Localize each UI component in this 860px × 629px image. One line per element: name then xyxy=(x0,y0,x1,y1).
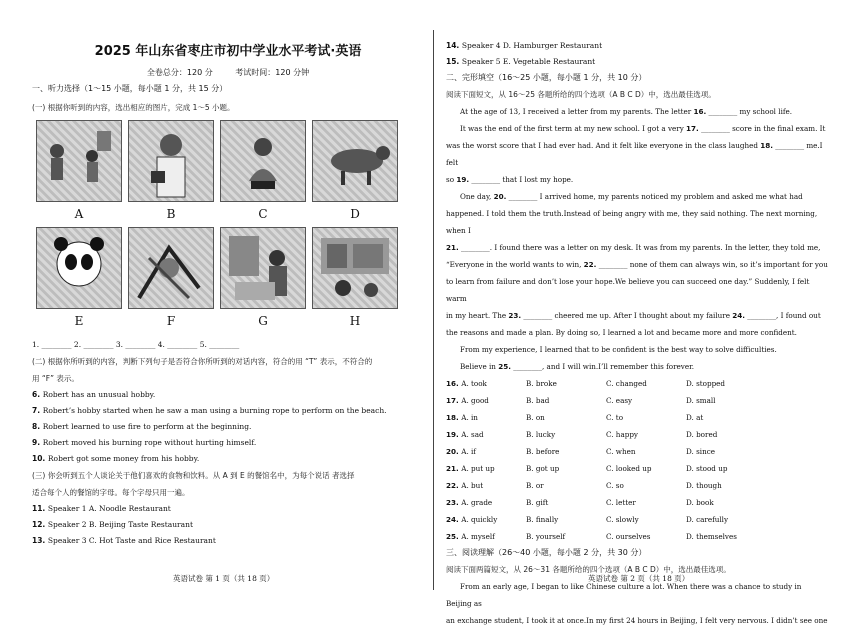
speaker-text: Speaker 3 C. Hot Taste and Rice Restaurant xyxy=(47,536,216,545)
section-reading-heading: 三、阅读理解（26～40 小题，每小题 2 分，共 30 分） xyxy=(446,548,647,557)
passage-line xyxy=(446,273,828,307)
passage-line xyxy=(446,239,828,256)
option-text: A. myself xyxy=(461,532,495,541)
option-c: C. happy xyxy=(606,430,638,439)
option-c: C. when xyxy=(606,447,636,456)
statement-list xyxy=(32,387,424,467)
option-row xyxy=(446,443,828,460)
blank-number: 16. xyxy=(693,107,707,116)
option-d: D. themselves xyxy=(686,532,737,541)
passage-text: in my heart. The xyxy=(446,311,509,320)
passage-text: At the age of 13, I received a letter from my parents. The letter xyxy=(460,107,694,116)
option-row xyxy=(446,477,828,494)
passage-line xyxy=(446,171,828,188)
footer-page-1: 英语试卷 第 1 页（共 18 页） xyxy=(173,574,275,583)
speaker-item xyxy=(32,517,424,533)
part3-instruction-line2: 适合每个人的餐馆的字母。每个字母只用一遍。 xyxy=(32,488,190,497)
question-number: 9. xyxy=(32,438,43,447)
option-text: A. but xyxy=(461,481,484,490)
option-b: B. bad xyxy=(526,396,550,405)
option-row xyxy=(446,426,828,443)
option-row xyxy=(446,511,828,528)
question-number: 6. xyxy=(32,390,43,399)
option-a xyxy=(446,443,526,460)
passage-text: One day, xyxy=(460,192,494,201)
speaker-text: Speaker 1 A. Noodle Restaurant xyxy=(47,504,171,513)
option-text: A. put up xyxy=(461,464,495,473)
picture-cell xyxy=(312,227,398,334)
picture-label: B xyxy=(166,207,176,221)
picture-label: G xyxy=(258,314,268,328)
passage-line xyxy=(446,358,828,375)
option-b: B. yourself xyxy=(526,532,566,541)
option-text: A. took xyxy=(461,379,487,388)
option-a xyxy=(446,375,526,392)
kitchen-picture-icon xyxy=(221,228,305,308)
question-number: 23. xyxy=(446,498,462,507)
option-a xyxy=(446,477,526,494)
passage-text: happened. I told them the truth.Instead of being angry with me, they said nothing. The next morning, when I xyxy=(446,209,818,235)
question-number: 25. xyxy=(446,532,462,541)
option-b: B. before xyxy=(526,447,560,456)
option-a xyxy=(446,409,526,426)
option-b: B. on xyxy=(526,413,545,422)
part3-instruction-line1: (三) 你会听到五个人谈论关于他们喜欢的食物和饮料。从 A 到 E 的餐馆名中，为每个说话 者选择 xyxy=(32,471,355,480)
picture-label: C xyxy=(258,207,268,221)
question-number: 17. xyxy=(446,396,462,405)
option-text: A. if xyxy=(461,447,476,456)
option-a xyxy=(446,494,526,511)
passage-text: ________. I found there was a letter on my desk. It was from my parents. In the letter, they told me, xyxy=(458,243,821,252)
option-c: C. changed xyxy=(606,379,647,388)
reading-passage-line1: From an early age, I began to like Chinese culture a lot. When there was a chance to study in Beijing as xyxy=(446,582,802,608)
option-d: D. stopped xyxy=(686,379,726,388)
cloze-passage xyxy=(446,103,828,375)
picture-label: H xyxy=(349,314,361,328)
option-a xyxy=(446,460,526,477)
passage-text: ________, I found out xyxy=(745,311,821,320)
option-row xyxy=(446,375,828,392)
picture-cell xyxy=(220,227,306,334)
option-a xyxy=(446,511,526,528)
left-page xyxy=(32,40,424,549)
footer-page-2: 英语试卷 第 2 页（共 18 页） xyxy=(588,574,690,583)
statement-text: Robert has an unusual hobby. xyxy=(42,390,156,399)
passage-line xyxy=(446,205,828,239)
picture-label: F xyxy=(166,314,176,328)
passage-text: ________ me.I felt xyxy=(446,141,823,167)
speaker-item xyxy=(32,533,424,549)
reading-boy-picture-icon xyxy=(221,121,305,201)
option-c: C. easy xyxy=(606,396,633,405)
question-number: 15. xyxy=(446,57,462,66)
restaurant-picture xyxy=(312,227,398,309)
option-d: D. stood up xyxy=(686,464,728,473)
question-number: 24. xyxy=(446,515,462,524)
part1-instruction: (一) 根据你听到的内容，选出相应的图片，完成 1～5 小题。 xyxy=(32,103,235,112)
statement-text: Robert learned to use fire to perform at the beginning. xyxy=(42,422,252,431)
option-row xyxy=(446,528,828,545)
reading-passage-line2: an exchange student, I took it at once.In my first 24 hours in Beijing, I felt very nervous. I didn’t see one xyxy=(446,616,828,625)
option-b: B. broke xyxy=(526,379,557,388)
option-b: B. or xyxy=(526,481,544,490)
question-number: 13. xyxy=(32,536,48,545)
reading-instruction: 阅读下面两篇短文，从 26～31 各题所给的四个选项（A B C D）中，选出最佳选项。 xyxy=(446,565,731,574)
option-b: B. finally xyxy=(526,515,559,524)
option-d: D. carefully xyxy=(686,515,729,524)
blank-number: 21. xyxy=(446,243,459,252)
statement-text: Robert moved his burning rope without hurting himself. xyxy=(42,438,257,447)
option-a xyxy=(446,426,526,443)
kitchen-picture xyxy=(220,227,306,309)
picture-cell xyxy=(36,227,122,334)
passage-line xyxy=(446,188,828,205)
passage-line xyxy=(446,307,828,324)
exam-meta xyxy=(32,67,424,78)
passage-line xyxy=(446,256,828,273)
picture-cell xyxy=(128,227,214,334)
passage-text: ________ my school life. xyxy=(706,107,793,116)
question-number: 22. xyxy=(446,481,462,490)
passage-line xyxy=(446,137,828,171)
passage-text: “Everyone in the world wants to win, xyxy=(446,260,584,269)
answer-blanks-1-5: 1. ________ 2. ________ 3. ________ 4. ________ 5. ________ xyxy=(32,340,240,349)
picture-cell xyxy=(36,120,122,227)
option-text: A. quickly xyxy=(461,515,498,524)
restaurant-picture-icon xyxy=(313,228,397,308)
passage-text: ________ score in the final exam. It xyxy=(698,124,826,133)
picture-label: E xyxy=(74,314,84,328)
picture-grid xyxy=(36,120,424,334)
option-d: D. book xyxy=(686,498,714,507)
blank-number: 25. xyxy=(498,362,511,371)
part2-instruction-line2: 用 “F” 表示。 xyxy=(32,374,79,383)
cloze-options xyxy=(446,375,828,545)
question-number: 19. xyxy=(446,430,462,439)
speaker-text: Speaker 4 D. Hamburger Restaurant xyxy=(461,41,603,50)
option-c: C. so xyxy=(606,481,624,490)
question-number: 12. xyxy=(32,520,48,529)
option-b: B. lucky xyxy=(526,430,556,439)
option-b: B. gift xyxy=(526,498,549,507)
question-number: 11. xyxy=(32,504,48,513)
blank-number: 24. xyxy=(732,311,745,320)
option-c: C. to xyxy=(606,413,624,422)
statement-item xyxy=(32,387,424,403)
option-a xyxy=(446,528,526,545)
question-number: 7. xyxy=(32,406,43,415)
picture-cell xyxy=(220,120,306,227)
passage-text: so xyxy=(446,175,457,184)
option-text: A. good xyxy=(461,396,489,405)
picture-label: A xyxy=(74,207,84,221)
option-row xyxy=(446,409,828,426)
statement-item xyxy=(32,435,424,451)
exam-time: 考试时间：120 分钟 xyxy=(235,68,310,77)
blank-number: 23. xyxy=(508,311,522,320)
speaker-text: Speaker 5 E. Vegetable Restaurant xyxy=(461,57,596,66)
passage-text: ________ none of them can always win, so it’s important for you xyxy=(596,260,828,269)
picture-cell xyxy=(312,120,398,227)
option-text: A. in xyxy=(461,413,478,422)
passage-text: ________ cheered me up. After I thought about my failure xyxy=(521,311,733,320)
statement-text: Robert’s hobby started when he saw a man using a burning rope to perform on the beach. xyxy=(42,406,387,415)
option-text: A. grade xyxy=(461,498,493,507)
blank-number: 18. xyxy=(760,141,773,150)
picture-cell xyxy=(128,120,214,227)
option-d: D. though xyxy=(686,481,722,490)
passage-text: Believe in xyxy=(460,362,499,371)
passage-text: ________ that I lost my hope. xyxy=(469,175,574,184)
option-text: A. sad xyxy=(461,430,484,439)
cloze-instruction: 阅读下面短文，从 16～25 各题所给的四个选项（A B C D）中，选出最佳选项。 xyxy=(446,90,716,99)
option-a xyxy=(446,392,526,409)
exam-title: 2025 年山东省枣庄市初中学业水平考试·英语 xyxy=(94,44,362,59)
blank-number: 22. xyxy=(583,260,597,269)
option-d: D. small xyxy=(686,396,716,405)
passage-text: From my experience, I learned that to be confident is the best way to solve difficulties. xyxy=(460,345,777,354)
question-number: 18. xyxy=(446,413,462,422)
farm-animal-picture xyxy=(312,120,398,202)
fire-rope-picture xyxy=(128,227,214,309)
farm-animal-picture-icon xyxy=(313,121,397,201)
panda-picture-icon xyxy=(37,228,121,308)
speaker-item xyxy=(446,54,828,70)
doctor-picture xyxy=(128,120,214,202)
crowd-scene-picture-icon xyxy=(37,121,121,201)
question-number: 21. xyxy=(446,464,462,473)
passage-line xyxy=(446,341,828,358)
option-c: C. ourselves xyxy=(606,532,651,541)
option-b: B. got up xyxy=(526,464,560,473)
picture-label: D xyxy=(350,207,360,221)
passage-text: the reasons and made a plan. By doing so, I learned a lot and became more and more confident. xyxy=(446,328,797,337)
option-c: C. letter xyxy=(606,498,636,507)
statement-item xyxy=(32,403,424,419)
passage-line xyxy=(446,324,828,341)
blank-number: 19. xyxy=(456,175,470,184)
question-number: 20. xyxy=(446,447,462,456)
option-c: C. looked up xyxy=(606,464,652,473)
fire-rope-picture-icon xyxy=(129,228,213,308)
speaker-list-left xyxy=(32,501,424,549)
part2-instruction-line1: (二) 根据你所听到的内容，判断下列句子是否符合你所听到的对话内容，符合的用 “T” 表示，不符合的 xyxy=(32,357,373,366)
option-row xyxy=(446,460,828,477)
section-cloze-heading: 二、完形填空（16～25 小题，每小题 1 分，共 10 分） xyxy=(446,73,647,82)
reading-boy-picture xyxy=(220,120,306,202)
question-number: 10. xyxy=(32,454,48,463)
blank-number: 20. xyxy=(493,192,507,201)
option-row xyxy=(446,494,828,511)
option-d: D. since xyxy=(686,447,715,456)
crowd-scene-picture xyxy=(36,120,122,202)
option-d: D. at xyxy=(686,413,704,422)
passage-line xyxy=(446,120,828,137)
question-number: 14. xyxy=(446,41,462,50)
question-number: 8. xyxy=(32,422,43,431)
question-number: 16. xyxy=(446,379,462,388)
passage-text: ________, and I will win.I’ll remember this forever. xyxy=(510,362,695,371)
panda-picture xyxy=(36,227,122,309)
statement-text: Robert got some money from his hobby. xyxy=(47,454,200,463)
option-row xyxy=(446,392,828,409)
passage-text: was the worst score that I had ever had. And it felt like everyone in the class laughed xyxy=(446,141,761,150)
statement-item xyxy=(32,419,424,435)
blank-number: 17. xyxy=(686,124,699,133)
speaker-list-right xyxy=(446,38,828,70)
section-listening-heading: 一、听力选择（1～15 小题，每小题 1 分，共 15 分） xyxy=(32,84,228,93)
speaker-item xyxy=(32,501,424,517)
passage-text: to learn from failure and don’t lose your hope.We believe you can succeed one day.” Suddenly, I felt warm xyxy=(446,277,810,303)
doctor-picture-icon xyxy=(129,121,213,201)
option-d: D. bored xyxy=(686,430,718,439)
passage-text: ________ I arrived home, my parents noticed my problem and asked me what had xyxy=(506,192,803,201)
passage-text: It was the end of the first term at my new school. I got a very xyxy=(460,124,687,133)
statement-item xyxy=(32,451,424,467)
speaker-text: Speaker 2 B. Beijing Taste Restaurant xyxy=(47,520,193,529)
right-page xyxy=(446,38,828,629)
option-c: C. slowly xyxy=(606,515,639,524)
column-divider xyxy=(433,30,434,590)
passage-line xyxy=(446,103,828,120)
speaker-item xyxy=(446,38,828,54)
total-score: 全卷总分：120 分 xyxy=(146,68,213,77)
